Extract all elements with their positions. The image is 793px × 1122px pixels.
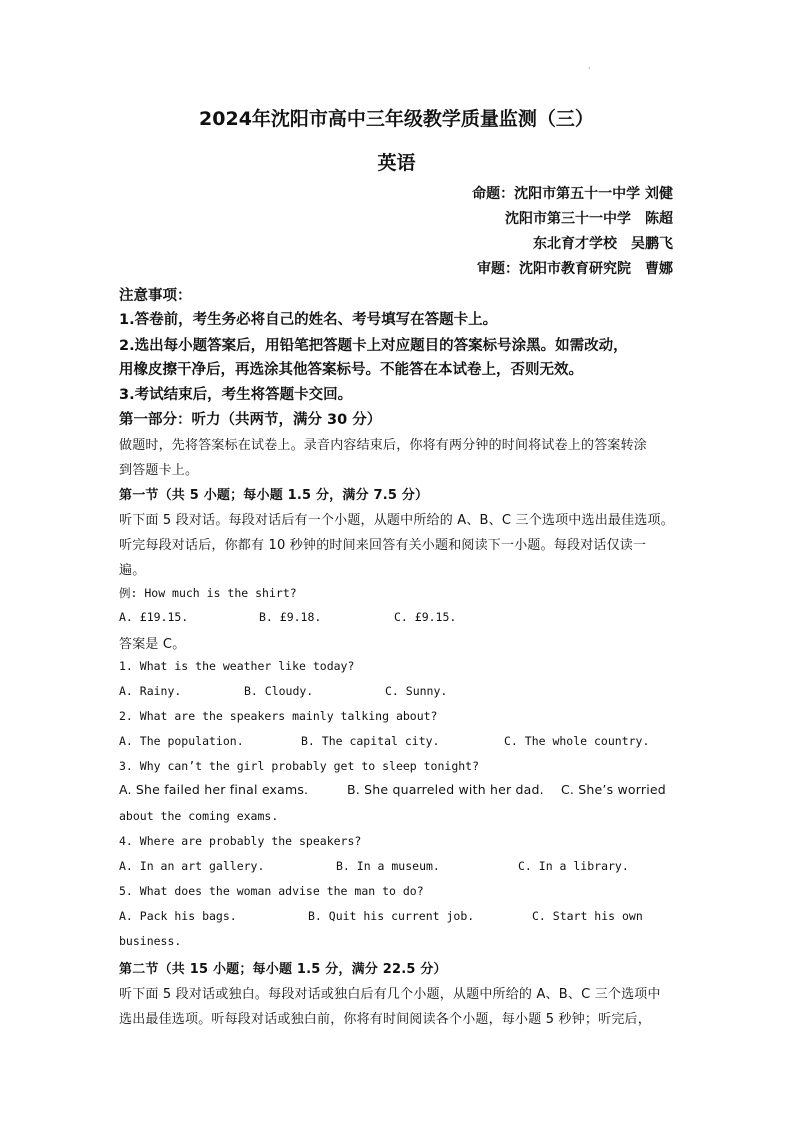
notice-heading: 注意事项： <box>119 288 192 304</box>
question-3: 3. Why can’t the girl probably get to sleep tonight? <box>119 759 480 773</box>
example-question: 例: How much is the shirt? <box>119 586 297 600</box>
exam-title: 2024年沈阳市高中三年级教学质量监测（三） <box>199 108 594 130</box>
question-3-option-c-cont: about the coming exams. <box>119 809 279 823</box>
option-a: A. The population. <box>119 734 244 748</box>
notice-item: 3.考试结束后，考生将答题卡交回。 <box>119 387 353 403</box>
part-intro-line: 做题时，先将答案标在试卷上。录音内容结束后，你将有两分钟的时间将试卷上的答案转涂 <box>119 438 648 453</box>
section-intro-line: 听下面 5 段对话。每段对话后有一个小题，从题中所给的 A、B、C 三个选项中选出最佳选项。 <box>119 513 674 528</box>
option-c: C. The whole country. <box>504 734 650 748</box>
example-answer: 答案是 C。 <box>119 637 186 652</box>
page-mark: · <box>588 64 591 73</box>
section-heading: 第二节（共 15 小题；每小题 1.5 分，满分 22.5 分） <box>119 962 447 977</box>
credit-line: 沈阳市第三十一中学 陈超 <box>505 211 673 227</box>
option-b: B. £9.18. <box>259 610 322 624</box>
credit-line: 东北育才学校 吴鹏飞 <box>533 236 673 252</box>
section-heading: 第一节（共 5 小题；每小题 1.5 分，满分 7.5 分） <box>119 488 429 503</box>
question-5-option-c-cont: business. <box>119 934 182 948</box>
section-intro-line: 遍。 <box>119 563 146 578</box>
option-b: B. Quit his current job. <box>308 909 475 923</box>
option-b: B. The capital city. <box>301 734 440 748</box>
notice-item: 1.答卷前，考生务必将自己的姓名、考号填写在答题卡上。 <box>119 312 498 328</box>
option-b: B. Cloudy. <box>244 684 314 698</box>
section-intro-line: 听下面 5 段对话或独白。每段对话或独白后有几个小题，从题中所给的 A、B、C 三个选项中 <box>119 987 661 1002</box>
credit-line: 命题：沈阳市第五十一中学 刘健 <box>472 186 673 202</box>
option-c: C. Start his own <box>532 909 643 923</box>
option-a: A. In an art gallery. <box>119 859 265 873</box>
notice-item: 2.选出每小题答案后，用铅笔把答题卡上对应题目的答案标号涂黑。如需改动， <box>119 338 628 354</box>
section-intro-line: 选出最佳选项。听每段对话或独白前，你将有时间阅读各个小题，每小题 5 秒钟；听完后， <box>119 1012 651 1027</box>
question-4: 4. Where are probably the speakers? <box>119 834 362 848</box>
question-1: 1. What is the weather like today? <box>119 659 355 673</box>
question-2: 2. What are the speakers mainly talking about? <box>119 709 438 723</box>
notice-item: 用橡皮擦干净后，再选涂其他答案标号。不能答在本试卷上，否则无效。 <box>119 362 583 378</box>
section-intro-line: 听完每段对话后，你都有 10 秒钟的时间来回答有关小题和阅读下一小题。每段对话仅读一 <box>119 538 647 553</box>
option-c: C. In a library. <box>518 859 629 873</box>
option-c: C. She’s worried <box>561 782 666 797</box>
option-c: C. £9.15. <box>394 610 457 624</box>
option-b: B. In a museum. <box>336 859 440 873</box>
option-b: B. She quarreled with her dad. <box>347 782 544 797</box>
part-intro-line: 到答题卡上。 <box>119 463 199 478</box>
option-a: A. Pack his bags. <box>119 909 237 923</box>
option-a: A. Rainy. <box>119 684 182 698</box>
option-a: A. She failed her final exams. <box>119 782 309 797</box>
option-c: C. Sunny. <box>385 684 448 698</box>
credit-line: 审题：沈阳市教育研究院 曹娜 <box>477 261 673 277</box>
exam-subject: 英语 <box>377 152 416 174</box>
part-heading: 第一部分：听力（共两节，满分 30 分） <box>119 412 382 428</box>
option-a: A. £19.15. <box>119 610 189 624</box>
question-5: 5. What does the woman advise the man to do? <box>119 884 424 898</box>
